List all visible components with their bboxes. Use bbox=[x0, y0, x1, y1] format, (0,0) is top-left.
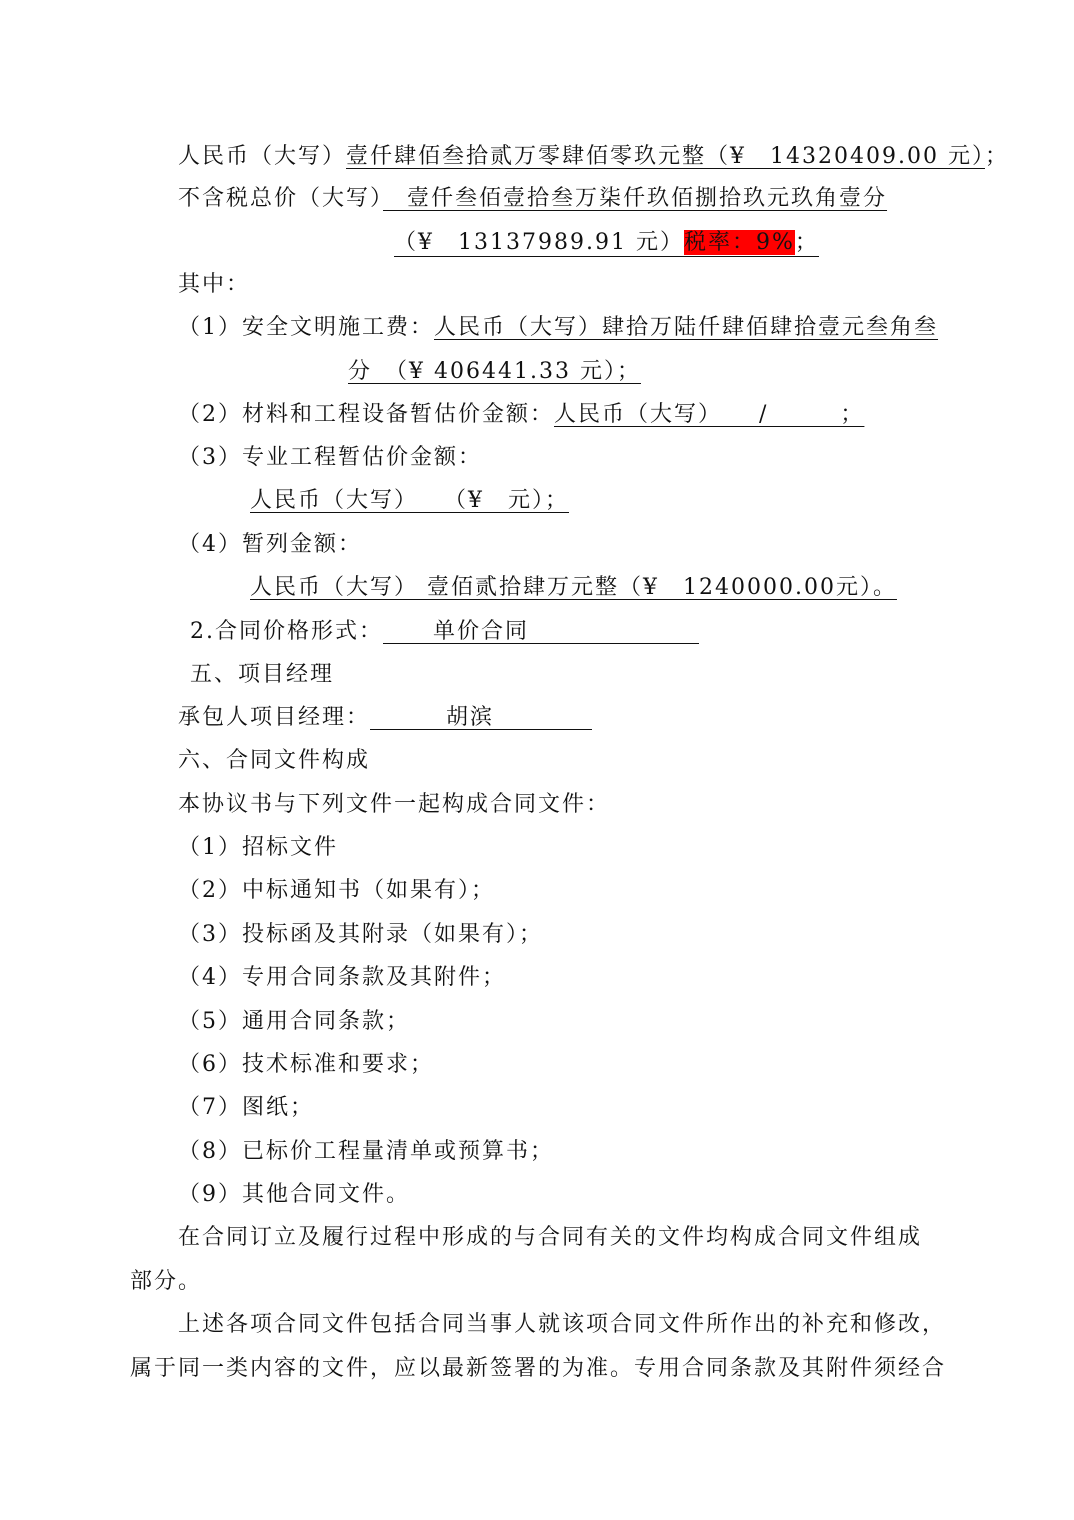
section-five-heading: 五、项目经理 bbox=[190, 662, 335, 687]
total-price-line bbox=[178, 142, 1009, 172]
item-1 bbox=[178, 313, 938, 343]
doc-list-item: （2）中标通知书（如果有）； bbox=[178, 878, 495, 903]
doc-list-item: （3）投标函及其附录（如果有）； bbox=[178, 922, 543, 947]
item-2 bbox=[178, 400, 864, 430]
rmb-label: 人民币（大写） bbox=[178, 144, 347, 169]
item-1-value-cont: 分 （¥ 406441.33 元）； bbox=[348, 359, 641, 384]
doc-list-item: （1）招标文件 bbox=[178, 835, 338, 860]
item-4-value: 人民币（大写） 壹佰贰拾肆万元整（¥ 1240000.00元）。 bbox=[250, 575, 897, 600]
item-2-value: 人民币（大写） / ； bbox=[554, 402, 865, 427]
manager-label: 承包人项目经理： bbox=[178, 705, 371, 730]
qizhong-label: 其中： bbox=[178, 272, 251, 297]
no-tax-price-line bbox=[178, 184, 887, 214]
price-form-blank bbox=[383, 617, 699, 644]
doc-list-item: （7）图纸； bbox=[178, 1095, 314, 1120]
section-six-heading: 六、合同文件构成 bbox=[178, 748, 371, 773]
paragraph-2-line-1: 上述各项合同文件包括合同当事人就该项合同文件所作出的补充和修改， bbox=[178, 1312, 947, 1337]
doc-list-item: （8）已标价工程量清单或预算书； bbox=[178, 1139, 554, 1164]
no-tax-amount-words: 壹仟叁佰壹拾叁万柒仟玖佰捌拾玖元玖角壹分 bbox=[383, 186, 888, 211]
paragraph-1-line-2: 部分。 bbox=[130, 1269, 203, 1294]
price-form-line bbox=[190, 617, 699, 647]
doc-list-item: （6）技术标准和要求； bbox=[178, 1052, 434, 1077]
paragraph-1-line-1: 在合同订立及履行过程中形成的与合同有关的文件均构成合同文件组成 bbox=[178, 1225, 923, 1250]
price-form-label: 2.合同价格形式： bbox=[190, 619, 383, 644]
price-form-value: 单价合同 bbox=[433, 619, 530, 644]
item-2-label: （2）材料和工程设备暂估价金额： bbox=[178, 402, 554, 427]
paragraph-2-line-2: 属于同一类内容的文件，应以最新签署的为准。专用合同条款及其附件须经合 bbox=[130, 1356, 947, 1381]
rmb-end: ； bbox=[984, 144, 1009, 169]
item-3-value: 人民币（大写） （¥ 元）； bbox=[250, 488, 569, 513]
no-tax-label: 不含税总价（大写） bbox=[178, 186, 384, 211]
item-1-value: 人民币（大写）肆拾万陆仟肆佰肆拾壹元叁角叁 bbox=[434, 315, 939, 340]
manager-blank bbox=[370, 703, 592, 730]
docs-intro: 本协议书与下列文件一起构成合同文件： bbox=[178, 792, 611, 817]
doc-list-item: （5）通用合同条款； bbox=[178, 1009, 410, 1034]
item-4-label: （4）暂列金额： bbox=[178, 532, 362, 557]
tax-end: ； bbox=[794, 230, 819, 255]
no-tax-amount: （¥ 13137989.91 元） bbox=[394, 230, 684, 255]
doc-list-item: （9）其他合同文件。 bbox=[178, 1182, 410, 1207]
tax-rate: 税率：9% bbox=[683, 230, 795, 255]
item-3-label: （3）专业工程暂估价金额： bbox=[178, 445, 482, 470]
rmb-amount: 壹仟肆佰叁拾贰万零肆佰零玖元整（¥ 14320409.00 元） bbox=[346, 144, 985, 169]
manager-name: 胡滨 bbox=[446, 705, 495, 730]
doc-list-item: （4）专用合同条款及其附件； bbox=[178, 965, 506, 990]
manager-line bbox=[178, 703, 592, 733]
item-1-label: （1）安全文明施工费： bbox=[178, 315, 434, 340]
no-tax-amount-line bbox=[394, 228, 819, 257]
